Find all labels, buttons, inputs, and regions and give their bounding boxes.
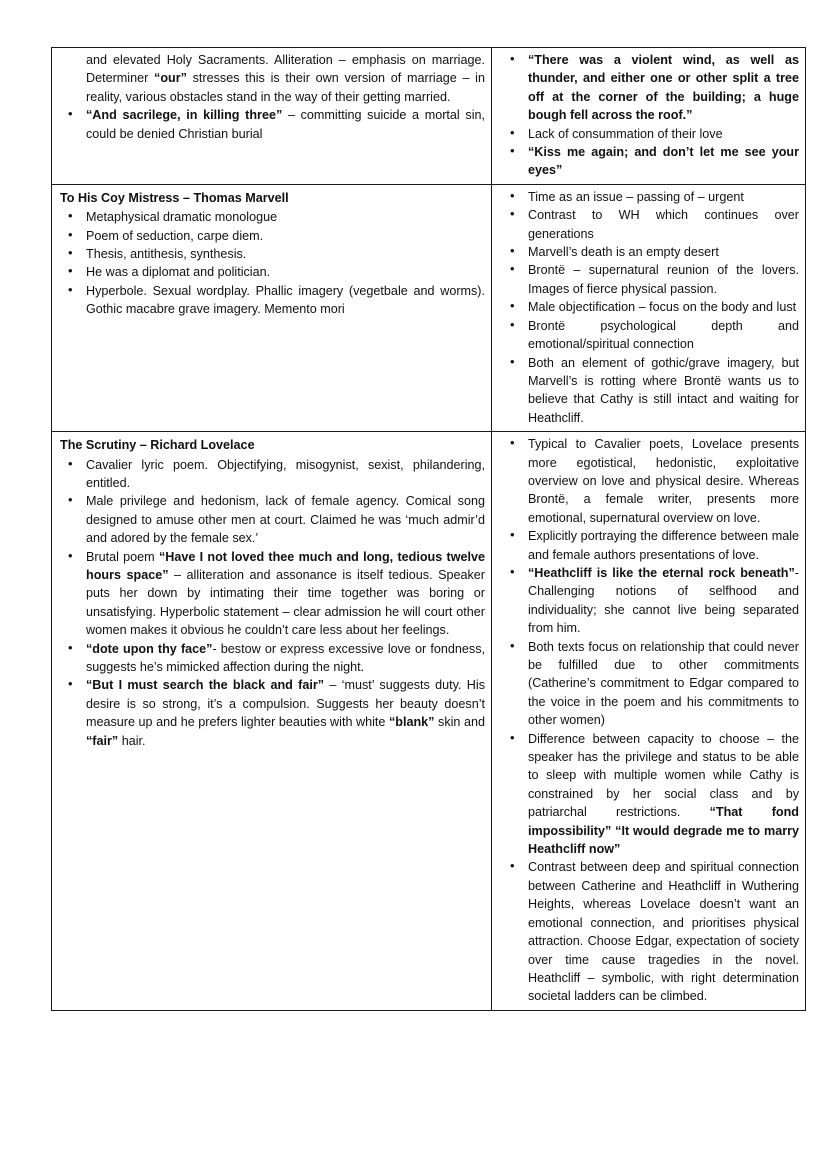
list-item xyxy=(498,638,799,730)
list-item xyxy=(498,125,799,143)
body-text: - Challenging notions of selfhood and individuality; she cannot live being separated from him. xyxy=(528,565,799,636)
body-text: Contrast between deep and spiritual connection between Catherine and Heathcliff in Wuthering Heights, whereas Lovelace doesn’t want an emotional connection, and prioritises physical attraction. Choose Edgar, expectation of society over time cause tragedies in the novel. Heathcliff – symbolic, with right determination societal ladders can be climbed. xyxy=(528,860,799,1004)
body-text: Cavalier lyric poem. Objectifying, misogynist, sexist, philandering, entitled. xyxy=(86,457,485,490)
body-text: Metaphysical dramatic monologue xyxy=(86,210,278,225)
body-text: Explicitly portraying the difference between male and female authors presentations of love. xyxy=(528,529,799,562)
body-text: Male privilege and hedonism, lack of female agency. Comical song designed to amuse other men at court. Claimed he was ‘much admir’d and adored by the female sex.’ xyxy=(86,494,485,546)
list-item xyxy=(58,456,485,493)
list-item xyxy=(58,282,485,319)
emphasised-quote: “our” xyxy=(154,71,187,86)
cell-content xyxy=(498,188,799,427)
bullet-list xyxy=(498,188,799,427)
list-item xyxy=(498,51,799,125)
list-item xyxy=(58,263,485,281)
table-cell-right xyxy=(492,432,806,1011)
emphasised-quote: “fair” xyxy=(86,733,119,748)
list-item xyxy=(58,245,485,263)
list-item xyxy=(58,492,485,547)
poem-heading: To His Coy Mistress – Thomas Marvell xyxy=(60,190,289,205)
body-text: Brutal poem xyxy=(86,549,159,564)
body-text: Thesis, antithesis, synthesis. xyxy=(86,247,247,262)
bullet-list xyxy=(58,456,485,751)
body-text: Brontë psychological depth and emotional/spiritual connection xyxy=(528,318,799,352)
cell-content xyxy=(498,435,799,1006)
body-text: Lack of consummation of their love xyxy=(528,126,723,141)
bullet-list xyxy=(498,51,799,180)
body-text: Difference between capacity to choose – the speaker has the privilege and status to be able to sleep with multiple women while Cathy is constrained by her social class and by patriarchal restrictions. xyxy=(528,731,799,820)
list-item xyxy=(58,227,485,245)
body-text: hair. xyxy=(118,733,146,748)
list-item xyxy=(498,206,799,243)
table-cell-left xyxy=(52,184,492,431)
emphasised-quote: “That fond impossibility” “It would degrade me to marry Heathcliff now” xyxy=(528,805,799,857)
list-item xyxy=(498,730,799,859)
body-text: Contrast to WH which continues over generations xyxy=(528,208,799,241)
list-item xyxy=(58,548,485,640)
list-item xyxy=(498,858,799,1005)
body-text: skin and xyxy=(434,715,485,730)
emphasised-quote: “dote upon thy face” xyxy=(86,641,213,656)
body-text: and elevated Holy Sacraments. Alliteration – emphasis on marriage. Determiner xyxy=(86,53,485,86)
cell-content xyxy=(498,51,799,180)
body-text: Brontë – supernatural reunion of the lovers. Images of fierce physical passion. xyxy=(528,263,799,296)
body-text: He was a diplomat and politician. xyxy=(86,265,271,280)
emphasised-quote: “Kiss me again; and don’t let me see your eyes” xyxy=(528,145,799,178)
bullet-list xyxy=(58,208,485,318)
table-cell-left xyxy=(52,48,492,185)
table-row xyxy=(52,48,806,185)
emphasised-quote: “Have I not loved thee much and long, tedious twelve hours space” xyxy=(86,549,486,582)
list-item xyxy=(498,298,799,316)
continuation-paragraph xyxy=(58,51,485,106)
body-text: stresses this is their own version of marriage – in reality, various obstacles stand in the way of their getting married. xyxy=(86,71,485,104)
list-item xyxy=(58,208,485,226)
emphasised-quote: “And sacrilege, in killing three” xyxy=(86,108,283,123)
body-text: Marvell’s death is an empty desert xyxy=(528,245,719,260)
list-item xyxy=(498,564,799,638)
table-row xyxy=(52,184,806,431)
list-item xyxy=(498,317,799,354)
list-item xyxy=(498,143,799,180)
body-text: Both an element of gothic/grave imagery, but Marvell’s is rotting where Brontë wants us to believe that Cathy is still intact and waiting for Heathcliff. xyxy=(528,355,799,425)
cell-content xyxy=(58,189,485,319)
bullet-list xyxy=(498,435,799,1006)
list-item xyxy=(58,106,485,143)
table-body xyxy=(52,48,806,1011)
table-row xyxy=(52,432,806,1011)
list-item xyxy=(498,354,799,428)
list-item xyxy=(498,261,799,298)
list-item xyxy=(498,527,799,564)
cell-content xyxy=(58,436,485,750)
emphasised-quote: “Heathcliff is like the eternal rock beneath” xyxy=(528,565,795,580)
body-text: Time as an issue – passing of – urgent xyxy=(528,189,744,204)
body-text: Typical to Cavalier poets, Lovelace presents more egotistical, hedonistic, exploitative overview on love and physical desire. Whereas Brontë, a female writer, presents more emotional, supernatural overview on love. xyxy=(528,437,799,525)
body-text: Hyperbole. Sexual wordplay. Phallic imagery (vegetbale and worms). Gothic macabre grave imagery. Memento mori xyxy=(86,283,485,317)
body-text: – alliteration and assonance is itself tedious. Speaker puts her down by intimating their time together was boring or unsatisfying. Hyperbolic statement – clear admission he will court other women makes it obvious he couldn’t care less about her feelings. xyxy=(86,567,485,638)
bullet-list xyxy=(58,51,485,143)
list-item xyxy=(58,676,485,750)
emphasised-quote: “But I must search the black and fair” xyxy=(86,678,325,693)
table-cell-right xyxy=(492,184,806,431)
body-text: – ‘must’ suggests duty. His desire is so strong, it’s a compulsion. Suggests her beauty doesn’t measure up and he prefers lighter beauties with white xyxy=(86,678,485,730)
cell-content xyxy=(58,51,485,143)
body-text: - bestow or express excessive love or fondness, suggests he’s mimicked affection during the night. xyxy=(86,641,485,674)
body-text: Poem of seduction, carpe diem. xyxy=(86,228,264,243)
comparison-table xyxy=(51,47,806,1011)
list-item xyxy=(498,188,799,206)
emphasised-quote: “There was a violent wind, as well as thunder, and either one or other split a tree off at the corner of the building; a huge bough fell across the roof.” xyxy=(528,53,799,123)
list-item xyxy=(498,435,799,527)
poem-heading: The Scrutiny – Richard Lovelace xyxy=(60,438,255,453)
body-text: Male objectification – focus on the body and lust xyxy=(528,300,797,315)
list-item xyxy=(58,640,485,677)
emphasised-quote: “blank” xyxy=(388,715,435,730)
table-cell-right xyxy=(492,48,806,185)
list-item xyxy=(498,243,799,261)
body-text: Both texts focus on relationship that could never be fulfilled due to other commitments (Catherine’s commitment to Edgar compared to the voice in the poem and his commitments to other women) xyxy=(528,639,799,728)
table-cell-left xyxy=(52,432,492,1011)
body-text: – committing suicide a mortal sin, could be denied Christian burial xyxy=(86,108,485,141)
